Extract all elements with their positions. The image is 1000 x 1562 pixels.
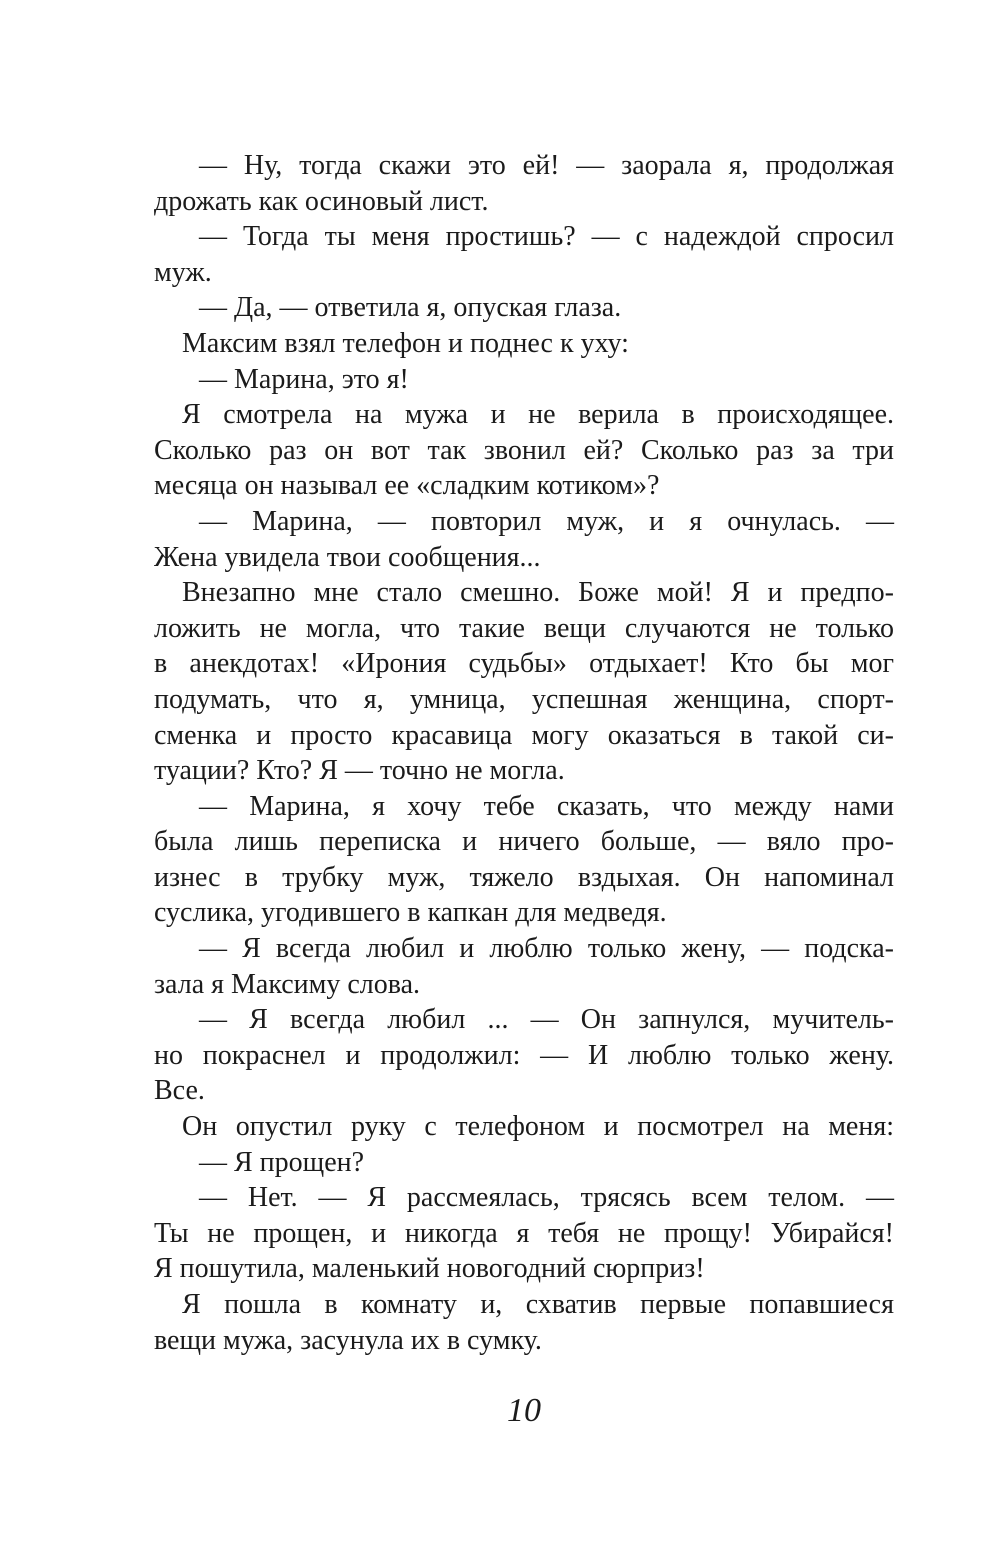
text-line: туации? Кто? Я — точно не могла. (154, 755, 565, 787)
text-line: Сколько раз он вот так звонил ей? Сколько раз за три (154, 434, 894, 466)
text-line: была лишь переписка и ничего больше, — вяло про- (154, 826, 894, 858)
text-line: — Марина, я хочу тебе сказать, что между нами (199, 790, 894, 822)
text-line: Он опустил руку с телефоном и посмотрел на меня: (182, 1111, 894, 1143)
text-line: — Я прощен? (199, 1146, 365, 1178)
text-line: Максим взял телефон и поднес к уху: (182, 327, 629, 359)
text-line: — Тогда ты меня простишь? — с надеждой спросил (199, 221, 894, 253)
text-line: муж. (154, 256, 212, 288)
text-line: вещи мужа, засунула их в сумку. (154, 1324, 542, 1356)
text-line: — Да, — ответила я, опуская глаза. (199, 292, 622, 324)
text-line: ложить не могла, что такие вещи случаются не только (154, 612, 894, 644)
text-line: в анекдотах! «Ирония судьбы» отдыхает! Кто бы мог (154, 648, 894, 680)
text-line: Жена увидела твои сообщения... (154, 541, 541, 573)
text-line: — Марина, — повторил муж, и я очнулась. — (199, 505, 894, 537)
text-line: — Марина, это я! (199, 363, 409, 395)
text-line: но покраснел и продолжил: — И люблю только жену. (154, 1039, 894, 1071)
text-line: — Нет. — Я рассмеялась, трясясь всем телом. — (199, 1182, 894, 1214)
text-line: Я пошла в комнату и, схватив первые попавшиеся (182, 1289, 894, 1320)
page-number: 10 (507, 1392, 541, 1429)
text-line: — Ну, тогда скажи это ей! — заорала я, продолжая (199, 150, 894, 181)
text-line: Все. (154, 1075, 205, 1107)
text-line: — Я всегда любил ... — Он запнулся, мучитель- (199, 1004, 894, 1036)
text-line: месяца он называл ее «сладким котиком»? (154, 470, 660, 502)
text-line: Я смотрела на мужа и не верила в происходящее. (182, 399, 894, 431)
text-line: Внезапно мне стало смешно. Боже мой! Я и предпо- (182, 577, 894, 609)
text-line: дрожать как осиновый лист. (154, 185, 489, 217)
text-line: Ты не прощен, и никогда я тебя не прощу! Убирайся! (154, 1217, 894, 1249)
text-line: изнес в трубку муж, тяжело вздыхая. Он напоминал (154, 861, 894, 893)
text-line: суслика, угодившего в капкан для медведя. (154, 897, 667, 929)
text-line: зала я Максиму слова. (154, 968, 421, 1000)
text-line: — Я всегда любил и люблю только жену, — подска- (199, 933, 894, 965)
text-block (154, 148, 894, 1358)
text-line: сменка и просто красавица могу оказаться в такой си- (154, 719, 894, 751)
text-line: Я пошутила, маленький новогодний сюрприз! (154, 1253, 705, 1285)
text-line: подумать, что я, умница, успешная женщина, спорт- (154, 683, 894, 715)
